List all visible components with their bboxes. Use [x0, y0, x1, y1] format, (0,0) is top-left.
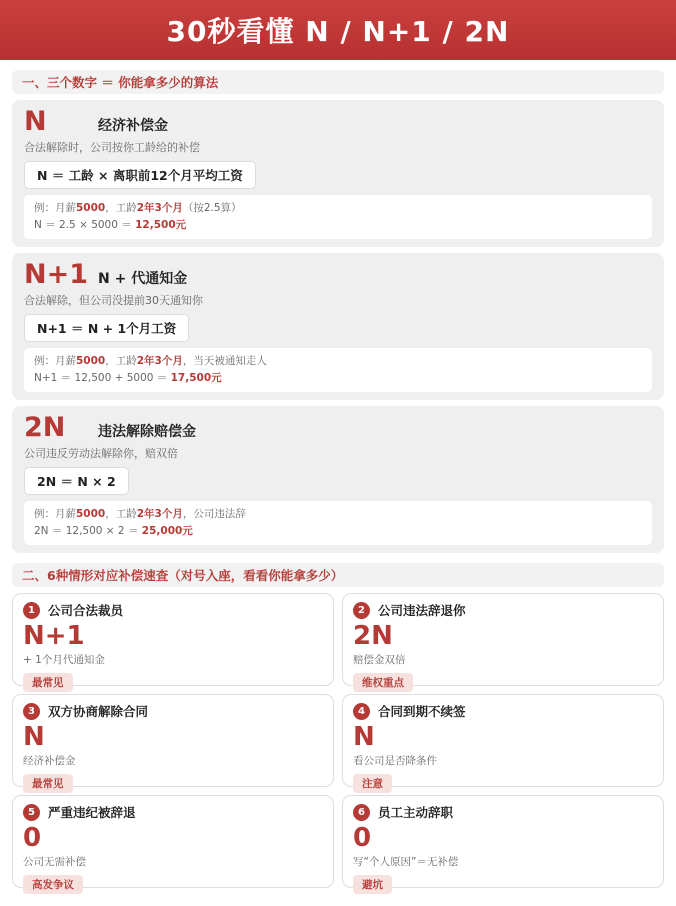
number-badge: 3: [23, 703, 40, 720]
tile-amount: N: [353, 722, 375, 752]
card-n: [12, 100, 664, 247]
situation-tile: [342, 694, 664, 790]
card-2n-desc: 公司违反劳动法解除你，赔双倍: [24, 447, 178, 460]
tile-tag: 注意: [353, 774, 392, 793]
card-2n-symbol: 2N: [24, 412, 66, 443]
situation-grid: [12, 593, 664, 891]
card-n-desc: 合法解除时，公司按你工龄给的补偿: [24, 141, 200, 154]
situation-tile: [12, 694, 334, 790]
card-n-example: [24, 195, 652, 239]
example-line-1: 例：月薪5000，工龄2年3个月，公司违法辞: [34, 508, 246, 520]
tile-amount: 0: [353, 823, 372, 853]
card-n-plus-1-symbol: N+1: [24, 259, 89, 290]
tile-desc: 经济补偿金: [23, 755, 76, 767]
tile-desc: 公司无需补偿: [23, 856, 86, 868]
tile-desc: 写“个人原因”＝无补偿: [353, 856, 459, 868]
card-2n: [12, 406, 664, 553]
tile-tag: 高发争议: [23, 875, 83, 894]
tile-title: 公司违法辞退你: [378, 603, 466, 618]
tile-desc: 看公司是否降条件: [353, 755, 437, 767]
card-n-name: 经济补偿金: [98, 118, 168, 134]
number-badge: 6: [353, 804, 370, 821]
card-n-plus-1-name: N + 代通知金: [98, 271, 188, 287]
tile-desc: + 1个月代通知金: [23, 654, 105, 666]
tile-amount: 2N: [353, 621, 393, 651]
situation-tile: [12, 795, 334, 891]
card-n-formula: N ＝ 工龄 × 离职前12个月平均工资: [24, 161, 256, 189]
example-line-1: 例：月薪5000，工龄2年3个月，当天被通知走人: [34, 355, 267, 367]
example-line-2: N+1 ＝ 12,500 + 5000 ＝ 17,500元: [34, 372, 222, 384]
example-line-2: N ＝ 2.5 × 5000 ＝ 12,500元: [34, 219, 187, 231]
card-2n-name: 违法解除赔偿金: [98, 424, 196, 440]
tile-tag: 最常见: [23, 774, 73, 793]
tile-tag: 最常见: [23, 673, 73, 692]
tile-desc: 赔偿金双倍: [353, 654, 406, 666]
tile-amount: N: [23, 722, 45, 752]
card-n-plus-1-desc: 合法解除，但公司没提前30天通知你: [24, 294, 203, 307]
card-n-plus-1-formula: N+1 ＝ N + 1个月工资: [24, 314, 189, 342]
number-badge: 5: [23, 804, 40, 821]
tile-amount: 0: [23, 823, 42, 853]
situation-tile: [342, 593, 664, 689]
card-n-symbol: N: [24, 106, 47, 137]
section-2-heading: 二、6种情形对应补偿速查（对号入座，看看你能拿多少）: [12, 563, 664, 587]
tile-title: 严重违纪被辞退: [48, 805, 136, 820]
tile-tag: 维权重点: [353, 673, 413, 692]
card-2n-example: [24, 501, 652, 545]
page-header: [0, 0, 676, 60]
card-n-plus-1: [12, 253, 664, 400]
example-line-1: 例：月薪5000，工龄2年3个月（按2.5算）: [34, 202, 242, 214]
tile-title: 双方协商解除合同: [48, 704, 149, 719]
number-badge: 1: [23, 602, 40, 619]
example-line-2: 2N ＝ 12,500 × 2 ＝ 25,000元: [34, 525, 193, 537]
card-n-plus-1-example: [24, 348, 652, 392]
tile-title: 员工主动辞职: [378, 805, 454, 820]
number-badge: 4: [353, 703, 370, 720]
situation-tile: [12, 593, 334, 689]
situation-tile: [342, 795, 664, 891]
tile-title: 公司合法裁员: [48, 603, 124, 618]
card-2n-formula: 2N ＝ N × 2: [24, 467, 129, 495]
tile-amount: N+1: [23, 621, 85, 651]
page-title: 30秒看懂 N / N+1 / 2N: [166, 15, 510, 48]
tile-tag: 避坑: [353, 875, 392, 894]
section-1-heading: 一、三个数字 ＝ 你能拿多少的算法: [12, 70, 664, 94]
number-badge: 2: [353, 602, 370, 619]
tile-title: 合同到期不续签: [378, 704, 466, 719]
